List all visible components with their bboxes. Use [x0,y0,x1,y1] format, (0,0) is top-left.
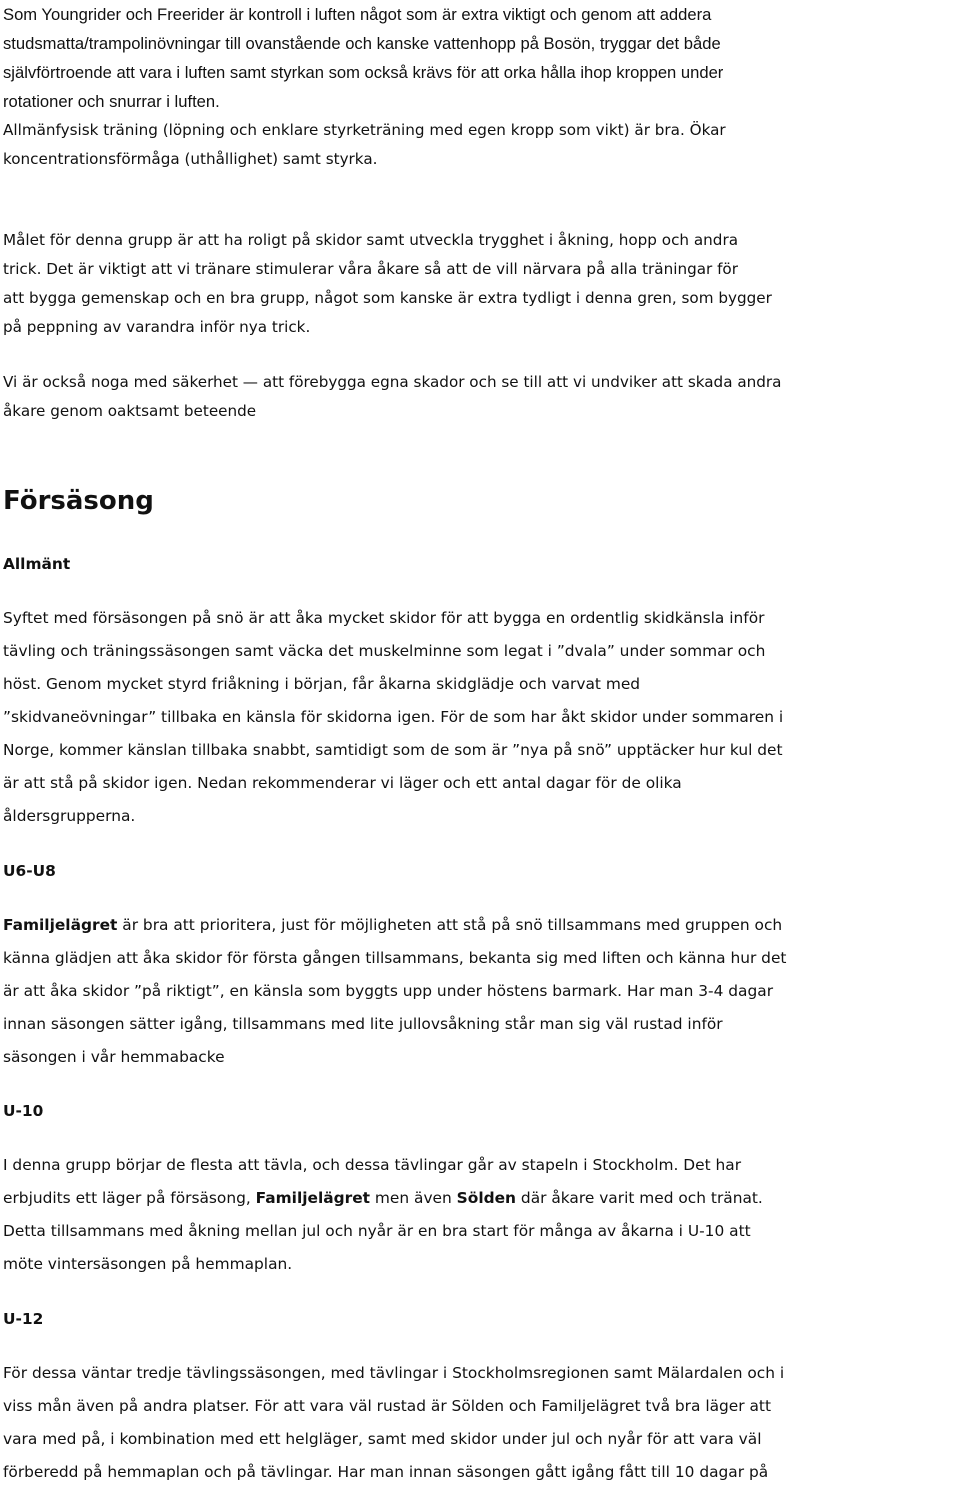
intro-paragraph-3 [3,226,772,342]
text-span: men även [370,1189,457,1207]
subheading-u10: U-10 [3,1102,44,1120]
text-line: är att åka skidor ”på riktigt”, en känsla som byggts upp under höstens barmark. Har man 3-4 dagar [3,982,774,1000]
text-line: För dessa väntar tredje tävlingssäsongen, med tävlingar i Stockholmsregionen samt Mälardalen och i [3,1364,785,1382]
text-line: självförtroende att vara i luften samt styrkan som också krävs för att orka hålla ihop kroppen under [3,63,724,82]
subheading-allmant: Allmänt [3,555,71,573]
intro-paragraph-4 [3,368,781,426]
u12-paragraph [3,1357,784,1489]
text-line: viss mån även på andra platser. För att vara väl rustad är Sölden och Familjelägret två bra läger att [3,1397,771,1415]
u10-paragraph [3,1149,763,1281]
text-line: säsongen i vår hemmabacke [3,1048,225,1066]
text-line: koncentrationsförmåga (uthållighet) samt styrka. [3,150,378,168]
bold-term: Familjelägret [255,1189,371,1207]
text-line: Som Youngrider och Freerider är kontroll i luften något som är extra viktigt och genom att addera [3,5,712,24]
text-span: är bra att prioritera, just för möjligheten att stå på snö tillsammans med gruppen och [117,916,783,934]
text-line: Detta tillsammans med åkning mellan jul och nyår är en bra start för många av åkarna i U-10 att [3,1222,751,1240]
bold-term: Familjelägret [3,916,118,934]
text-line: åldersgrupperna. [3,807,136,825]
text-line [3,1182,763,1215]
text-span: erbjudits ett läger på försäsong, [3,1189,256,1207]
text-span: där åkare varit med och tränat. [516,1189,763,1207]
intro-paragraph-1 [3,0,723,116]
text-line: ”skidvaneövningar” tillbaka en känsla för skidorna igen. För de som har åkt skidor under sommaren i [3,708,784,726]
u6-u8-paragraph [3,909,786,1074]
text-line: innan säsongen sätter igång, tillsammans med lite jullovsåkning står man sig väl rustad inför [3,1015,723,1033]
subheading-u12: U-12 [3,1310,44,1328]
subheading-u6-u8: U6-U8 [3,862,56,880]
text-line: vara med på, i kombination med ett helgläger, samt med skidor under jul och nyår för att vara väl [3,1430,762,1448]
text-line: att bygga gemenskap och en bra grupp, något som kanske är extra tydligt i denna gren, som bygger [3,289,772,307]
text-line: rotationer och snurrar i luften. [3,92,220,111]
text-line: Målet för denna grupp är att ha roligt på skidor samt utveckla trygghet i åkning, hopp och andra [3,231,738,249]
text-line: studsmatta/trampolinövningar till ovanstående och kanske vattenhopp på Bosön, tryggar det både [3,34,721,53]
text-line: åkare genom oaktsamt beteende [3,402,257,420]
text-line: höst. Genom mycket styrd friåkning i början, får åkarna skidglädje och varvat med [3,675,641,693]
section-title: Försäsong [3,486,154,516]
text-line: känna glädjen att åka skidor för första gången tillsammans, bekanta sig med liften och känna hur det [3,949,787,967]
allmant-paragraph [3,602,783,833]
text-line: möte vintersäsongen på hemmaplan. [3,1255,293,1273]
text-line: Vi är också noga med säkerhet — att förebygga egna skador och se till att vi undviker att skada andra [3,373,782,391]
text-line: Norge, kommer känslan tillbaka snabbt, samtidigt som de som är ”nya på snö” upptäcker hur kul det [3,741,783,759]
text-line: tävling och träningssäsongen samt väcka det muskelminne som legat i ”dvala” under sommar och [3,642,766,660]
text-line: är att stå på skidor igen. Nedan rekommenderar vi läger och ett antal dagar för de olika [3,774,682,792]
text-line [3,909,786,942]
text-line: förberedd på hemmaplan och på tävlingar. Har man innan säsongen gått igång fått till 10 dagar på [3,1463,769,1481]
text-line: Allmänfysisk träning (löpning och enklare styrketräning med egen kropp som vikt) är bra. Ökar [3,121,726,139]
intro-paragraph-2 [3,116,726,174]
text-line: trick. Det är viktigt att vi tränare stimulerar våra åkare så att de vill närvara på alla träningar för [3,260,738,278]
text-line: I denna grupp börjar de flesta att tävla, och dessa tävlingar går av stapeln i Stockholm. Det har [3,1156,742,1174]
text-line: på peppning av varandra inför nya trick. [3,318,311,336]
bold-term: Sölden [456,1189,517,1207]
text-line: Syftet med försäsongen på snö är att åka mycket skidor för att bygga en ordentlig skidkänsla inför [3,609,765,627]
